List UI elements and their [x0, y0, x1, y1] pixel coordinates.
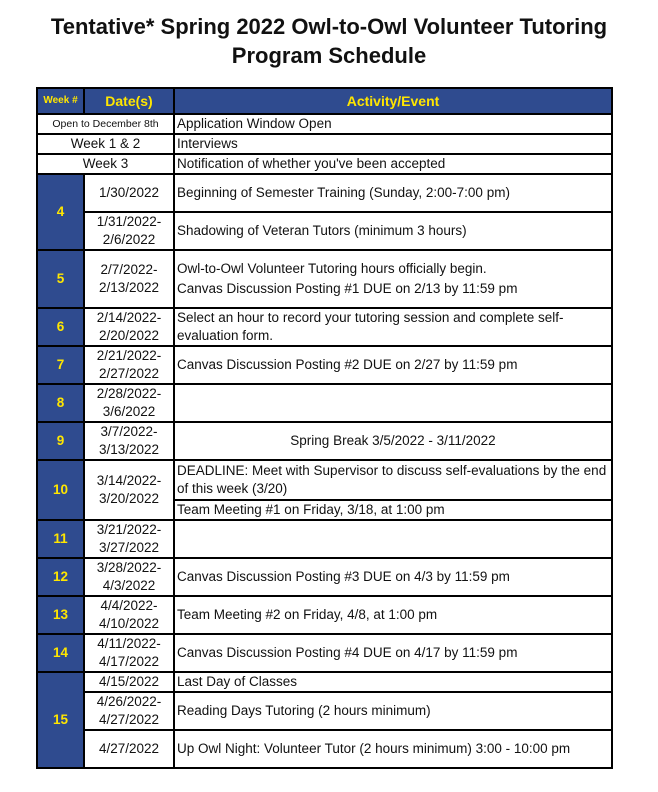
- table-row: [37, 558, 612, 596]
- activity-cell: Canvas Discussion Posting #3 DUE on 4/3 by 11:59 pm: [174, 558, 612, 596]
- date-cell: 1/30/2022: [84, 174, 174, 212]
- header-dates: Date(s): [84, 88, 174, 114]
- date-start: 2/14/2022-: [96, 310, 162, 325]
- week-number: 5: [37, 250, 84, 308]
- table-row: [37, 422, 612, 460]
- activity-line: Owl-to-Owl Volunteer Tutoring hours officially begin.: [177, 261, 487, 276]
- week-number: 15: [37, 672, 84, 768]
- table-row: [37, 634, 612, 672]
- activity-cell: Spring Break 3/5/2022 - 3/11/2022: [174, 422, 612, 460]
- date-start: 2/21/2022-: [96, 348, 162, 363]
- title-line-1: Tentative* Spring 2022 Owl-to-Owl Volunteer Tutoring: [50, 14, 608, 39]
- table-row: [37, 346, 612, 384]
- date-end: 3/6/2022: [102, 404, 156, 419]
- date-cell: [84, 422, 174, 460]
- date-start: 3/21/2022-: [96, 522, 162, 537]
- date-end: 4/17/2022: [98, 654, 160, 669]
- table-row: [37, 596, 612, 634]
- date-cell: [84, 692, 174, 730]
- date-start: 1/31/2022-: [96, 214, 162, 229]
- date-cell: [84, 634, 174, 672]
- date-cell: 4/15/2022: [84, 672, 174, 692]
- date-end: 2/13/2022: [98, 280, 160, 295]
- date-start: 2/28/2022-: [96, 386, 162, 401]
- page-title: [0, 12, 658, 70]
- date-cell: [84, 212, 174, 250]
- activity-cell: [174, 250, 612, 308]
- date-cell: [84, 520, 174, 558]
- table-row: [37, 730, 612, 768]
- table-row: [37, 672, 612, 692]
- date-cell: [84, 346, 174, 384]
- activity-cell: Beginning of Semester Training (Sunday, 2:00-7:00 pm): [174, 174, 612, 212]
- date-cell: [84, 460, 174, 520]
- date-end: 4/10/2022: [98, 616, 160, 631]
- table-row: [37, 460, 612, 500]
- activity-cell: Reading Days Tutoring (2 hours minimum): [174, 692, 612, 730]
- pre-when: Week 3: [37, 154, 174, 174]
- date-cell: [84, 250, 174, 308]
- activity-cell: Canvas Discussion Posting #4 DUE on 4/17 by 11:59 pm: [174, 634, 612, 672]
- week-number: 12: [37, 558, 84, 596]
- date-cell: [84, 596, 174, 634]
- activity-cell: Shadowing of Veteran Tutors (minimum 3 hours): [174, 212, 612, 250]
- date-start: 4/4/2022-: [100, 598, 158, 613]
- date-start: 4/26/2022-: [96, 694, 162, 709]
- week-number: 6: [37, 308, 84, 346]
- table-row: [37, 174, 612, 212]
- activity-cell: Last Day of Classes: [174, 672, 612, 692]
- activity-cell: Canvas Discussion Posting #2 DUE on 2/27 by 11:59 pm: [174, 346, 612, 384]
- week-number: 10: [37, 460, 84, 520]
- table-row: [37, 692, 612, 730]
- table-row: [37, 134, 612, 154]
- pre-activity: Notification of whether you've been accepted: [174, 154, 612, 174]
- pre-when: Open to December 8th: [37, 114, 174, 134]
- week-number: 13: [37, 596, 84, 634]
- date-start: 2/7/2022-: [100, 262, 158, 277]
- activity-cell: Select an hour to record your tutoring session and complete self-evaluation form.: [174, 308, 612, 346]
- week-number: 11: [37, 520, 84, 558]
- date-end: 3/27/2022: [98, 540, 160, 555]
- date-start: 3/14/2022-: [96, 473, 162, 488]
- date-end: 2/6/2022: [102, 232, 156, 247]
- activity-cell: Team Meeting #1 on Friday, 3/18, at 1:00 pm: [174, 500, 612, 520]
- table-row: [37, 520, 612, 558]
- activity-line: Canvas Discussion Posting #1 DUE on 2/13 by 11:59 pm: [177, 281, 518, 296]
- table-row: [37, 384, 612, 422]
- header-row: [37, 88, 612, 114]
- date-start: 3/28/2022-: [96, 560, 162, 575]
- week-number: 14: [37, 634, 84, 672]
- pre-activity: Interviews: [174, 134, 612, 154]
- activity-cell: [174, 520, 612, 558]
- pre-activity: Application Window Open: [174, 114, 612, 134]
- date-end: 4/3/2022: [102, 578, 156, 593]
- date-end: 2/20/2022: [98, 328, 160, 343]
- week-number: 9: [37, 422, 84, 460]
- date-cell: [84, 308, 174, 346]
- activity-cell: DEADLINE: Meet with Supervisor to discuss self-evaluations by the end of this week (3/20): [174, 460, 612, 500]
- date-cell: 4/27/2022: [84, 730, 174, 768]
- activity-cell: Team Meeting #2 on Friday, 4/8, at 1:00 pm: [174, 596, 612, 634]
- date-cell: [84, 384, 174, 422]
- activity-cell: Up Owl Night: Volunteer Tutor (2 hours minimum) 3:00 - 10:00 pm: [174, 730, 612, 768]
- table-row: [37, 308, 612, 346]
- week-number: 7: [37, 346, 84, 384]
- header-week: Week #: [37, 88, 84, 114]
- date-start: 3/7/2022-: [100, 424, 158, 439]
- table-row: [37, 114, 612, 134]
- date-end: 4/27/2022: [98, 712, 160, 727]
- table-row: [37, 212, 612, 250]
- pre-when: Week 1 & 2: [37, 134, 174, 154]
- schedule-table: [36, 87, 613, 769]
- date-end: 3/20/2022: [98, 491, 160, 506]
- activity-cell: [174, 384, 612, 422]
- table-row: [37, 250, 612, 308]
- week-number: 4: [37, 174, 84, 250]
- date-start: 4/11/2022-: [97, 636, 161, 651]
- table-row: [37, 154, 612, 174]
- date-end: 2/27/2022: [98, 366, 160, 381]
- title-line-2: Program Schedule: [231, 43, 427, 68]
- date-end: 3/13/2022: [98, 442, 160, 457]
- header-activity: Activity/Event: [174, 88, 612, 114]
- week-number: 8: [37, 384, 84, 422]
- date-cell: [84, 558, 174, 596]
